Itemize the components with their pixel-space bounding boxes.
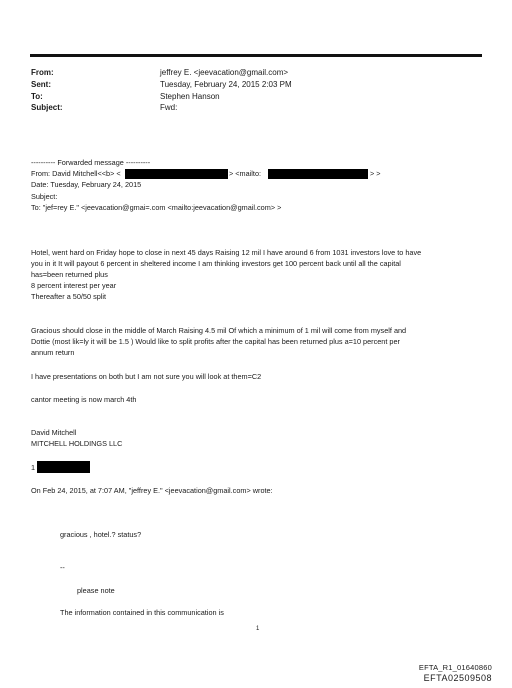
to-value: Stephen Hanson bbox=[160, 92, 220, 101]
forwarded-to: To: "jef=rey E." <jeevacation@gmai=.com <mailto:jeevacation@gmail.com> > bbox=[31, 203, 282, 212]
signature-name: David Mitchell bbox=[31, 428, 77, 437]
body-line: annum return bbox=[31, 348, 75, 357]
body-line: Thereafter a 50/50 split bbox=[31, 292, 107, 301]
footer-id-primary: EFTA_R1_01640860 bbox=[418, 663, 492, 672]
quote-info: The information contained in this communication is bbox=[60, 608, 224, 617]
page-number: 1 bbox=[256, 626, 260, 632]
subject-label: Subject: bbox=[31, 103, 63, 112]
body-line: Gracious should close in the middle of March Raising 4.5 mil Of which a minimum of 1 mil will come from myself and bbox=[31, 326, 407, 335]
redaction-box bbox=[268, 169, 368, 179]
footer-id-secondary: EFTA02509508 bbox=[423, 673, 492, 683]
redaction-box bbox=[37, 461, 90, 473]
body-line: Dottie (most lik=ly it will be 1.5 ) Would like to split profits after the capital has been returned plus a=10 percent per bbox=[31, 337, 400, 346]
forwarded-subject: Subject: bbox=[31, 192, 58, 201]
body-line: Hotel, went hard on Friday hope to close in next 45 days Raising 12 mil I have around 6 from 1031 investors love to have bbox=[31, 248, 422, 257]
forwarded-from-end: > > bbox=[370, 169, 381, 178]
subject-value: Fwd: bbox=[160, 103, 178, 112]
body-paragraph: cantor meeting is now march 4th bbox=[31, 395, 137, 404]
to-label: To: bbox=[31, 92, 43, 101]
header-rule bbox=[30, 54, 482, 57]
quote-separator: -- bbox=[60, 563, 65, 572]
from-value: jeffrey E. <jeevacation@gmail.com> bbox=[160, 68, 289, 77]
quote-message: gracious , hotel.? status? bbox=[60, 530, 142, 539]
body-line: has=been returned plus bbox=[31, 270, 108, 279]
quote-header: On Feb 24, 2015, at 7:07 AM, "jeffrey E." <jeevacation@gmail.com> wrote: bbox=[31, 486, 273, 495]
forwarded-date: Date: Tuesday, February 24, 2015 bbox=[31, 180, 142, 189]
redaction-box bbox=[125, 169, 228, 179]
signature-phone-prefix: 1 bbox=[31, 463, 36, 472]
body-line: you in it It will payout 6 percent in sheltered income I am thinking investors get 100 percent back until all the capital bbox=[31, 259, 401, 268]
body-line: 8 percent interest per year bbox=[31, 281, 117, 290]
from-label: From: bbox=[31, 68, 54, 77]
quote-note: please note bbox=[77, 586, 115, 595]
forwarded-from-prefix: From: David Mitchell<<b> < bbox=[31, 169, 121, 178]
forwarded-from-mid: > <mailto: bbox=[229, 169, 262, 178]
sent-label: Sent: bbox=[31, 80, 51, 89]
sent-value: Tuesday, February 24, 2015 2:03 PM bbox=[160, 80, 292, 89]
forwarded-separator: ---------- Forwarded message ---------- bbox=[31, 158, 151, 167]
signature-company: MITCHELL HOLDINGS LLC bbox=[31, 439, 123, 448]
body-paragraph: I have presentations on both but I am not sure you will look at them=C2 bbox=[31, 372, 262, 381]
